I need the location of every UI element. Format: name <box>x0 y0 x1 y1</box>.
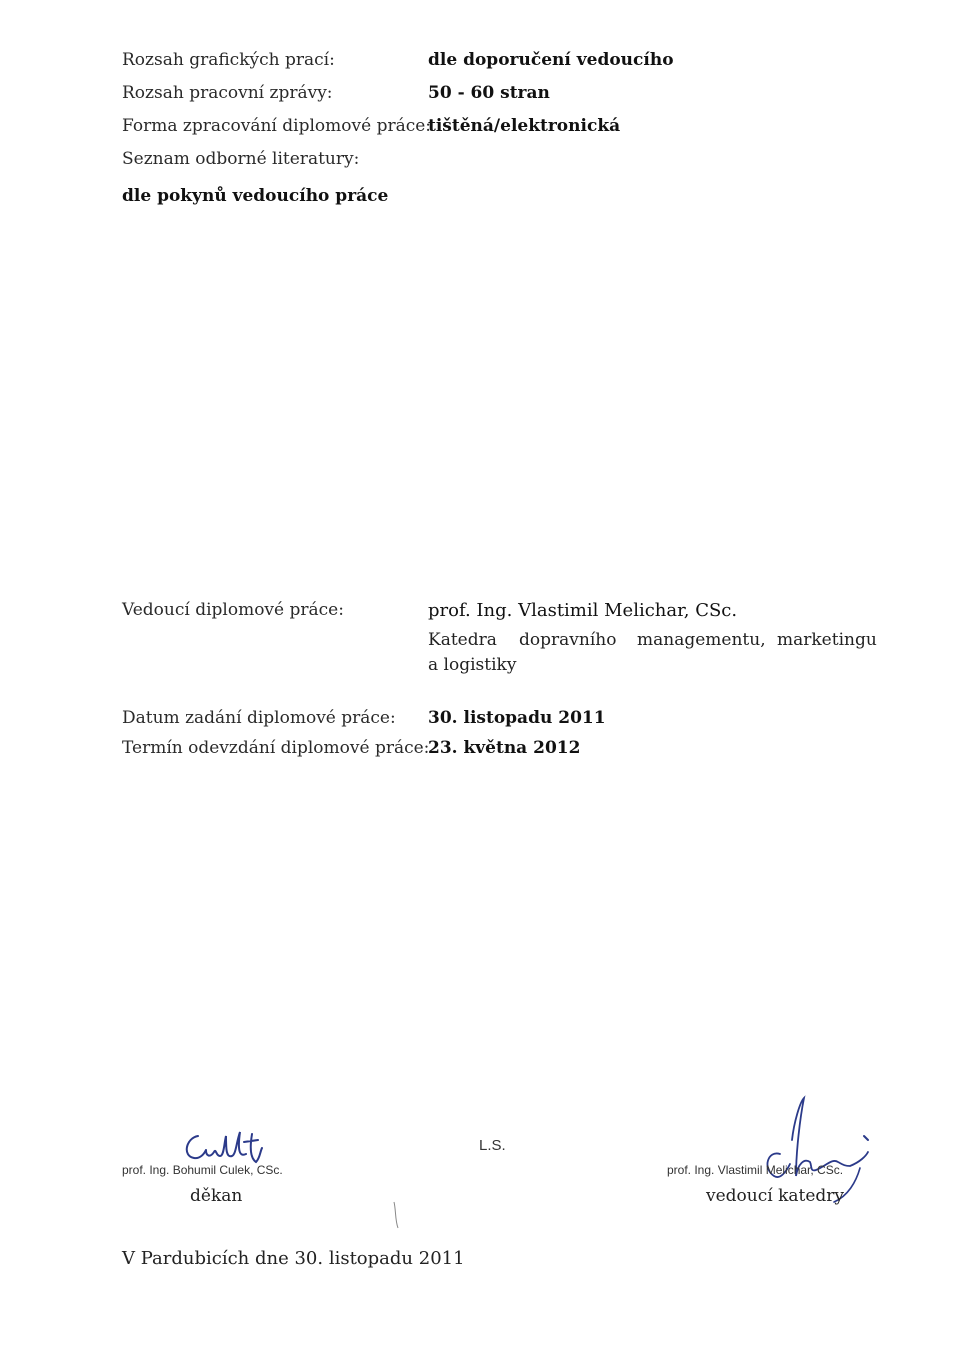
supervisor-label: Vedoucí diplomové práce: <box>122 600 344 620</box>
thesis-form-value: tištěná/elektronická <box>428 116 621 136</box>
dean-signature <box>176 1128 286 1168</box>
report-length-label: Rozsah pracovní zprávy: <box>122 83 333 103</box>
literature-note: dle pokynů vedoucího práce <box>122 186 389 206</box>
dean-role: děkan <box>190 1186 243 1206</box>
supervisor-name: prof. Ing. Vlastimil Melichar, CSc. <box>428 600 738 621</box>
stamp-placeholder: L.S. <box>479 1137 506 1154</box>
dean-name: prof. Ing. Bohumil Culek, CSc. <box>122 1163 283 1177</box>
head-of-department-name: prof. Ing. Vlastimil Melichar, CSc. <box>667 1163 844 1177</box>
report-length-value: 50 - 60 stran <box>428 83 550 103</box>
submission-date-label: Termín odevzdání diplomové práce: <box>122 738 430 758</box>
thesis-form-label: Forma zpracování diplomové práce: <box>122 116 432 136</box>
head-of-department-role: vedoucí katedry <box>706 1186 845 1206</box>
department-line-2: a logistiky <box>428 655 517 675</box>
graphic-works-label: Rozsah grafických prací: <box>122 50 335 70</box>
department-word-1: Katedra <box>428 630 497 650</box>
department-word-4: marketingu <box>777 630 877 650</box>
submission-date-value: 23. května 2012 <box>428 738 581 758</box>
literature-label: Seznam odborné literatury: <box>122 149 360 169</box>
department-word-3: managementu, <box>637 630 766 650</box>
department-word-2: dopravního <box>519 630 617 650</box>
place-and-date: V Pardubicích dne 30. listopadu 2011 <box>122 1248 465 1269</box>
graphic-works-value: dle doporučení vedoucího <box>428 50 674 70</box>
assignment-date-label: Datum zadání diplomové práce: <box>122 708 396 728</box>
pen-mark <box>392 1200 404 1230</box>
assignment-date-value: 30. listopadu 2011 <box>428 708 606 728</box>
